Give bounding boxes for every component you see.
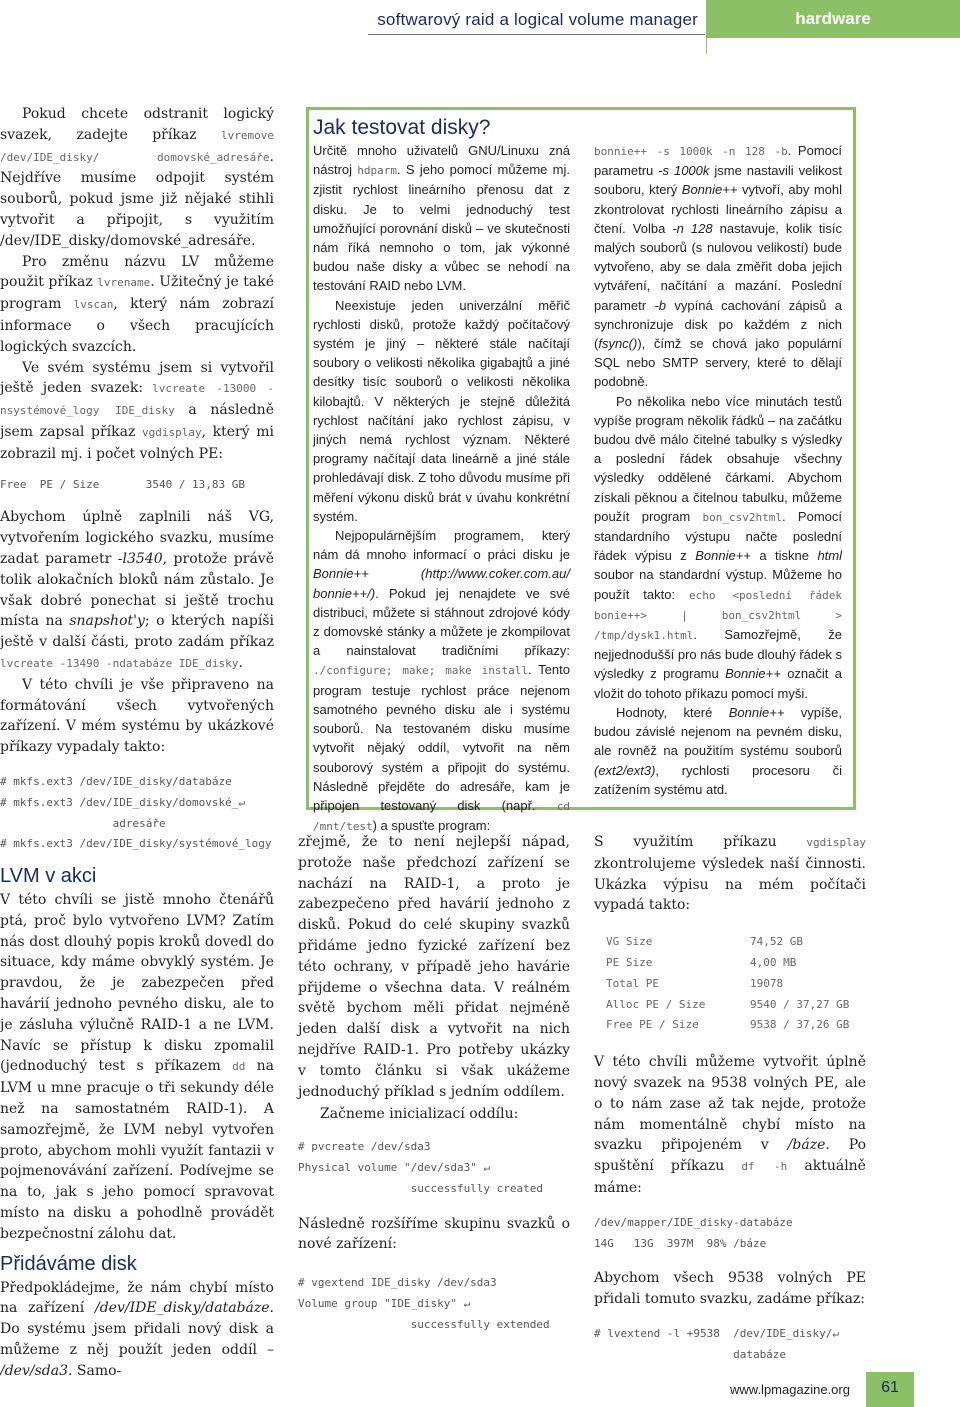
paragraph: Abychom všech 9538 volných PE přidali tomuto svazku, zadáme příkaz: — [594, 1270, 866, 1308]
paragraph: Pokud chcete odstranit logický svazek, zadejte příkaz lvremove /dev/IDE_disky/ domovské_adresáře. Nejdříve musíme odpojit systém souborů, pokud jsme již nějaké stihli vytvořit a připojit, s využitím /dev/IDE_disky/domovské_adresáře. — [0, 106, 274, 249]
table-value: 9540 / 37,27 GB — [750, 997, 850, 1011]
code-block: /dev/mapper/IDE_disky-databáze 14G 13G 397M 98% /báze — [594, 1215, 793, 1250]
paragraph: Nejpopulárnějším programem, který nám dá mnoho informací o práci disku je Bonnie++ (http://www.coker.com.au/ bonnie++/). Pokud jej nenajdete ve své distribuci, můžete si stáhnout zdrojové kódy z domovské stánky a můžete je zkompilovat a nainstalovat tradičními příkazy: ./configure; make; make install. Tento program testuje rychlost práce nejenom samotného pevného disku ale i systému souborů. Na testovaném disku musíme vytvořit nějaký oddíl, vytvořit na něm souborový systém a připojit do systému. Následně přejděte do adresáře, kam je připojen testovaný disk (např. cd /mnt/test) a spusťte program: — [313, 528, 570, 834]
paragraph: Po několika nebo více minutách testů vypíše program několik řádků – na začátku budou dvě málo čitelné tabulky s výsledky a poslední řádek obsahuje všechny výsledky oddělené čárkami. Abychom získali pěknou a čitelnou tabulku, můžeme použít program bon_csv2html. Pomocí standardního výstupu načte poslední řádek výpisu z Bonnie++ a tiskne html soubor na standardní výstup. Můžeme ho použít takto: echo <poslední řádek bonie++> | bon_csv2html > /tmp/dysk1.html. Samozřejmě, že nejjednodušší pro nás bude dlouhý řádek s výsledky z programu Bonnie++ označit a vložit do tohoto příkazu pomocí myši. — [594, 393, 843, 701]
code-block: # mkfs.ext3 /dev/IDE_disky/databáze # mkfs.ext3 /dev/IDE_disky/domovské_↵ adresáře # mkfs.ext3 /dev/IDE_disky/systémové_logy — [0, 774, 272, 851]
paragraph: Abychom úplně zaplnili náš VG, vytvořením logického svazku, musíme zadat parametr -l3540, protože právě tolik alokačních bloků nám zůstalo. Je však dobré ponechat si ještě trochu místa na snapshot'y; o kterých napíši ještě v další části, proto zadám příkaz lvcreate -13490 -ndatabáze IDE_disky. — [0, 509, 274, 671]
table-value: 9538 / 37,26 GB — [750, 1018, 850, 1032]
table-key: VG Size — [606, 935, 653, 949]
section-tab-rule — [706, 38, 707, 54]
paragraph: Začneme inicializací oddílu: — [320, 1106, 519, 1123]
paragraph: V této chvíli se jistě mnoho čtenářů ptá, proč bylo vytvořeno LVM? Zatím nás dost dlouhý popis kroků dovedl do situace, kdy máme obvyklý systém. Je pravdou, že je zabezpečen před havárií jednoho pevného disku, ale to je zásluha výlučně RAID-1 a ne LVM. Navíc se přístup k disku zpomalil (jednoduchý test s příkazem dd na LVM u mne pracuje o tři sekundy déle než na samostatném RAID-1). A samozřejmě, že LVM nebyl vytvořen proto, abychom mohli využít fantazii v pojmenovávání zařízení. Podívejme se na to, jak s jeho pomocí spravovat místo na disku a pohodlně provádět bezpečnostní zálohu dat. — [0, 892, 274, 1242]
paragraph: Následně rozšíříme skupinu svazků o nové zařízení: — [298, 1215, 570, 1253]
column-left — [0, 104, 274, 1382]
paragraph: V této chvíli je vše připraveno na formátování všech vytvořených zařízení. V mém systému by ukázkové příkazy vypadaly takto: — [0, 676, 274, 756]
table-row — [606, 995, 849, 1016]
code-block: # lvextend -l +9538 /dev/IDE_disky/↵ databáze — [594, 1326, 840, 1361]
paragraph: Předpokládejme, že nám chybí místo na zařízení /dev/IDE_disky/databáze. Do systému jsem přidali nový disk a můžeme z něj použít jeden oddíl – /dev/sda3. Samo- — [0, 1279, 274, 1379]
sidebar-column-a — [313, 141, 570, 836]
paragraph: Hodnoty, které Bonnie++ vypíše, budou závislé nejenom na pevném disku, ale rovněž na použitím systému souborů (ext2/ext3), rychlosti procesoru či zatížením systému atd. — [594, 704, 842, 797]
paragraph: zřejmě, že to není nejlepší nápad, protože naše předchozí zařízení se nachází na RAID-1, a proto je zabezpečeno před havárií jednoho z disků. Pokud do celé skupiny svazků přidáme jedno fyzické zařízení bez této ochrany, v případě jeho havárie přijdeme o všechna data. V reálném světě bychom měli přidat nejméně jeden další disk a vytvořit na nich nejdříve RAID-1. Pro potřeby ukázky v tomto článku si však ukážeme jednoduchý příklad s jedním oddílem. — [298, 834, 570, 1100]
vgdisplay-output-table — [606, 932, 849, 1036]
code-block: Free PE / Size 3540 / 13,83 GB — [0, 477, 246, 491]
section-heading: Přidáváme disk — [0, 1252, 137, 1275]
paragraph: Určitě mnoho uživatelů GNU/Linuxu zná nástroj hdparm. S jeho pomocí můžeme mj. zjistit rychlost lineárního přenosu dat z disku. Je to velmi jednoduchý test umožňující porovnání disků – ve skutečnosti nám říká nemnoho o tom, jak výkonné budou naše disky a vůbec se nehodí na testování RAID nebo LVM. — [313, 143, 570, 294]
column-right — [594, 832, 866, 1366]
table-value: 19078 — [750, 976, 784, 990]
table-key: Total PE — [606, 976, 659, 990]
table-value: 4,00 MB — [750, 955, 797, 969]
table-key: Free PE / Size — [606, 1018, 699, 1032]
sidebar-column-b — [594, 141, 842, 799]
paragraph: V této chvíli můžeme vytvořit úplně nový svazek na 9538 volných PE, ale o to nám zase až tak nejde, protože nám momentálně chybí místo na svazku připojeném v /báze. Po spuštění příkazu df -h aktuálně máme: — [594, 1054, 866, 1196]
magazine-url: www.lpmagazine.org — [730, 1382, 850, 1397]
table-row — [606, 932, 849, 953]
header-rule — [368, 34, 705, 35]
paragraph: Pro změnu názvu LV můžeme použit příkaz lvrename. Užitečný je také program lvscan, který nám zobrazí informace o všech pracujících logických svazcích. — [0, 253, 274, 355]
paragraph: S využitím příkazu vgdisplay zkontrolujeme výsledek naší činnosti. Ukázka výpisu na mém počítači vypadá takto: — [594, 834, 866, 914]
page-number: 61 — [866, 1372, 914, 1407]
section-tab: hardware — [706, 0, 960, 38]
table-row — [606, 953, 849, 974]
table-key: PE Size — [606, 955, 653, 969]
code-block: # pvcreate /dev/sda3 Physical volume "/dev/sda3" ↵ successfully created — [298, 1140, 544, 1195]
sidebar-title: Jak testovat disky? — [313, 116, 491, 139]
paragraph: Ve svém systému jsem si vytvořil ještě jeden svazek: lvcreate -13000 -nsystémové_logy IDE_disky a následně jsem zapsal příkaz vgdisplay, který mi zobrazil mj. i počet volných PE: — [0, 359, 275, 462]
code-block: # vgextend IDE_disky /dev/sda3 Volume group "IDE_disky" ↵ successfully extended — [298, 1276, 550, 1331]
column-middle — [298, 832, 570, 1336]
table-key: Alloc PE / Size — [606, 997, 706, 1011]
table-row — [606, 974, 849, 995]
table-value: 74,52 GB — [750, 935, 803, 949]
paragraph: bonnie++ -s 1000k -n 128 -b. Pomocí parametru -s 1000k jsme nastavili velikost souboru, který Bonnie++ vytvoří, aby mohl zkontrolovat rychlosti lineárního zápisu a čtení. Volba -n 128 nastavuje, kolik tisíc malých souborů (s nulovou velikostí) bude vytvořeno, aby se dala změřit doba jejich vytváření, načítání a mazání. Poslední parametr -b vypíná cachování zápisů a synchronizuje disk po každém z nich (fsync()), čímž se chová jako populární SQL nebo SMTP servery, které to dělají podobně. — [594, 143, 842, 390]
running-header-title: softwarový raid a logical volume manager — [377, 10, 698, 29]
table-row — [606, 1015, 849, 1036]
section-heading: LVM v akci — [0, 865, 97, 888]
paragraph: Neexistuje jeden univerzální měřič rychlosti disků, protože každý počítačový systém je jiný – některé stále načítají soubory o velikosti několika gigabajtů a jiné desítky tisíc souborů o velikosti několika kilobajtů. V některých je stejně důležitá rychlost načítání jako rychlost zápisu, v jiných nemá rychlost význam. Některé programy načítají data lineárně a jiné stále prohledávají disk. Z toho důvodu musíme při měření výkonu disků brát v úvahu konkrétní systém. — [313, 297, 570, 524]
